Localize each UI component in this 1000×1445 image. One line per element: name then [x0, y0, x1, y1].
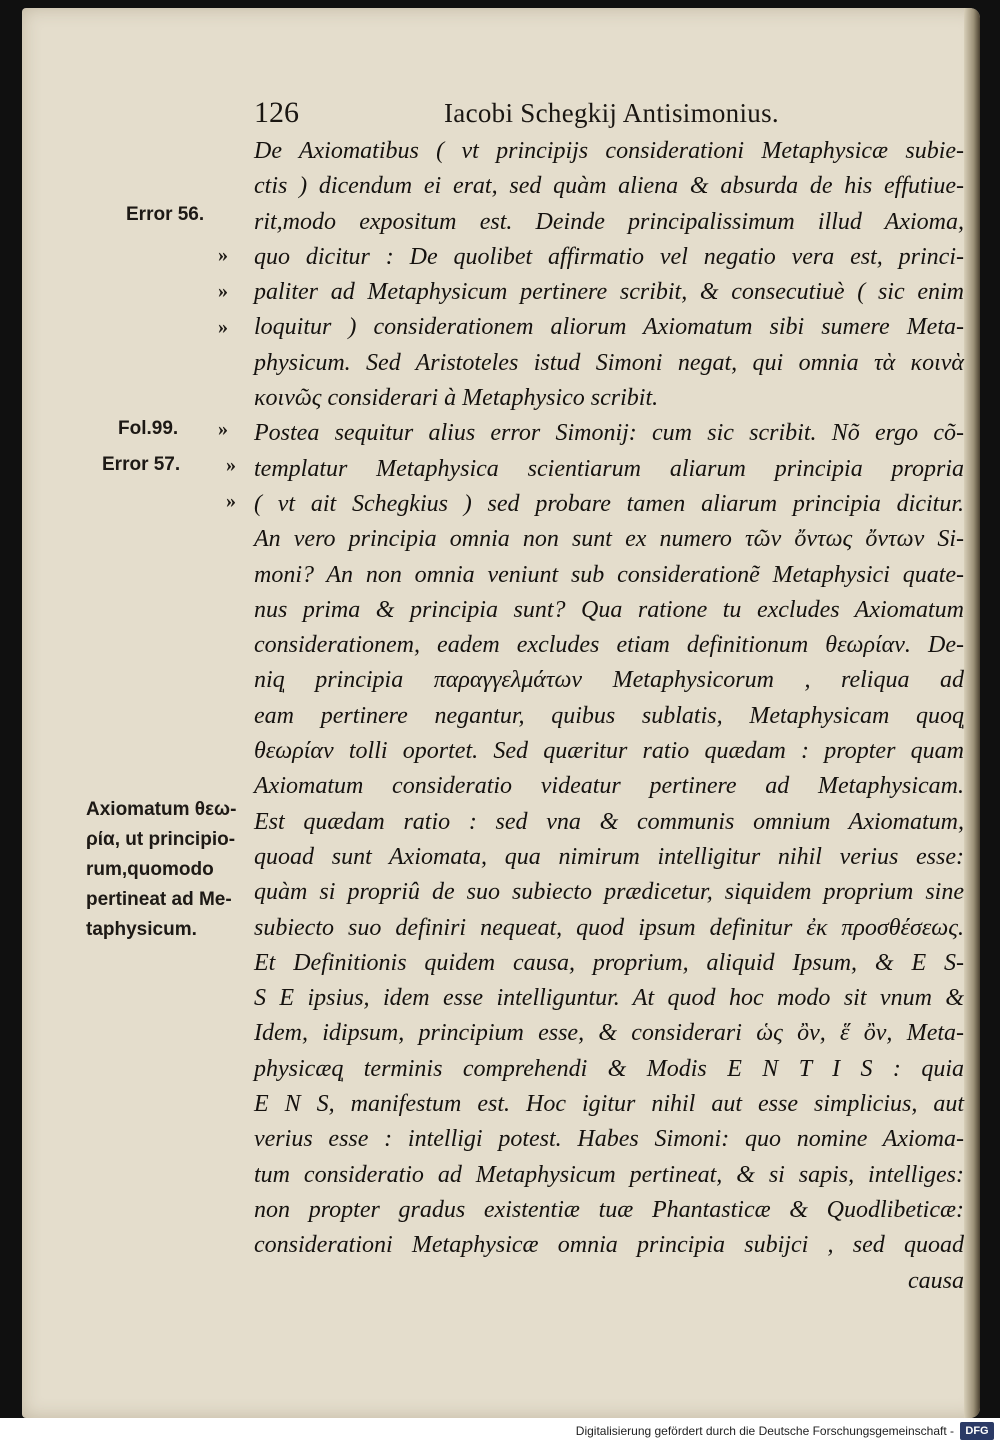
text-line: S E ipsius, idem esse intelliguntur. At quod hoc modo sit vnum & — [254, 985, 964, 1012]
text-line: Postea sequitur alius error Simonij: cum sic scribit. Nõ ergo cõ- — [254, 420, 964, 447]
text-line: non propter gradus existentiæ tuæ Phantasticæ & Quodlibeticæ: — [254, 1196, 964, 1223]
text-line: eam pertinere negantur, quibus sublatis, Metaphysicam quoq̩ — [254, 702, 964, 729]
text-line: subiecto suo definiri nequeat, quod ipsum definitur ἐκ προσθέσεως. — [254, 914, 964, 941]
margin-error-57: Error 57. — [102, 454, 181, 475]
text-line: κοινῶς considerari à Metaphysico scribit. — [254, 385, 659, 412]
running-title: Iacobi Schegkij Antisimonius. — [444, 98, 779, 128]
body-text — [254, 134, 964, 1299]
margin-side-note — [86, 795, 256, 945]
quote-mark: » — [226, 490, 236, 512]
text-line: ctis ) dicendum ei erat, sed quàm aliena & absurda de his effutiue- — [254, 173, 964, 200]
text-line: θεωρίαν tolli oportet. Sed quæritur ratio quædam : propter quam — [254, 738, 964, 765]
page-number: 126 — [254, 96, 299, 129]
page-edge-shadow — [964, 8, 980, 1418]
quote-mark: » — [218, 316, 228, 338]
page-header — [238, 96, 968, 136]
quote-mark: » — [218, 244, 228, 266]
text-line: rit,modo expositum est. Deinde principalissimum illud Axioma, — [254, 208, 964, 235]
quote-mark: » — [218, 280, 228, 302]
book-page — [22, 8, 980, 1418]
text-line: quàm si propriû de suo subiecto prædicetur, siquidem proprium sine — [254, 879, 964, 906]
quote-mark: » — [226, 454, 236, 476]
text-line: physicæq̩ terminis comprehendi & Modis E N T I S : quia — [254, 1055, 964, 1082]
text-line: templatur Metaphysica scientiarum aliarum principia propria — [254, 455, 964, 482]
text-line: paliter ad Metaphysicum pertinere scribit, & consecutiuè ( sic enim — [254, 279, 964, 306]
footer-bar — [0, 1418, 1000, 1445]
text-line: Et Definitionis quidem causa, proprium, aliquid Ipsum, & E S- — [254, 949, 964, 976]
text-line: considerationem, eadem excludes etiam definitionum θεωρίαν. De- — [254, 632, 964, 659]
text-line: quoad sunt Axiomata, qua nimirum intelligitur nihil verius esse: — [254, 843, 964, 870]
text-line: De Axiomatibus ( vt principijs considerationi Metaphysicæ subie- — [254, 138, 964, 164]
text-line: physicum. Sed Aristoteles istud Simoni negat, qui omnia τὰ κοινὰ — [254, 349, 964, 376]
side-note-line: pertineat ad Me- — [86, 889, 232, 910]
side-note-line: rum,quomodo — [86, 859, 214, 880]
text-line: verius esse : intelligi potest. Habes Simoni: quo nomine Axioma- — [254, 1126, 964, 1153]
side-note-line: Axiomatum θεω- — [86, 799, 237, 820]
text-line: moni? An non omnia veniunt sub considerationẽ Metaphysici quate- — [254, 561, 964, 588]
text-line: quo dicitur : De quolibet affirmatio vel negatio vera est, princi- — [254, 243, 964, 270]
text-line: considerationi Metaphysicæ omnia principia subijci , sed quoad — [254, 1232, 964, 1259]
text-line: tum consideratio ad Metaphysicum pertineat, & si sapis, intelliges: — [254, 1161, 964, 1188]
side-note-line: ρία, ut principio- — [86, 829, 236, 850]
text-line: loquitur ) considerationem aliorum Axiomatum sibi sumere Meta- — [254, 314, 964, 341]
quote-mark: » — [218, 418, 228, 440]
text-line: nus prima & principia sunt? Qua ratione tu excludes Axiomatum — [254, 596, 964, 623]
text-line: niq̩ principia παραγγελμάτων Metaphysicorum , reliqua ad — [254, 667, 964, 694]
text-line: ( vt ait Schegkius ) sed probare tamen aliarum principia dicitur. — [254, 490, 964, 517]
funding-notice: Digitalisierung gefördert durch die Deutsche Forschungsgemeinschaft - — [575, 1424, 954, 1438]
catchword: causa — [908, 1267, 964, 1294]
margin-error-56: Error 56. — [126, 204, 205, 225]
text-line: Idem, idipsum, principium esse, & considerari ὡς ὂν, ἕ ὂν, Meta- — [254, 1020, 964, 1047]
side-note-line: taphysicum. — [86, 919, 197, 940]
dfg-logo: DFG — [960, 1422, 994, 1440]
text-line: An vero principia omnia non sunt ex numero τῶν ὄντως ὄντων Si- — [254, 526, 964, 553]
text-line: Axiomatum consideratio videatur pertinere ad Metaphysicam. — [254, 773, 964, 800]
text-line: Est quædam ratio : sed vna & communis omnium Axiomatum, — [254, 808, 964, 835]
text-line: E N S, manifestum est. Hoc igitur nihil aut esse simplicius, aut — [254, 1091, 964, 1118]
margin-fol-99: Fol.99. — [118, 418, 179, 439]
